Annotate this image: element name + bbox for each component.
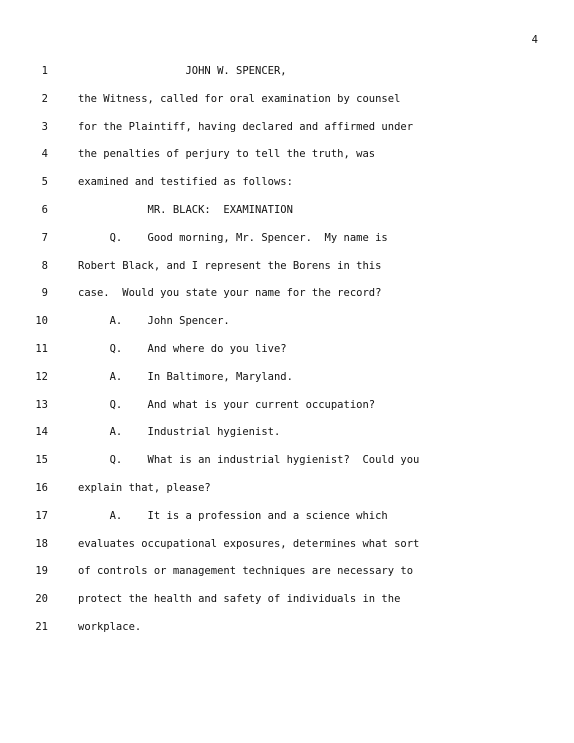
line-text: Q. And where do you live? [78,342,287,355]
transcript-line [0,452,574,480]
transcript-line [0,91,574,119]
line-number: 8 [41,259,48,272]
line-text: A. John Spencer. [78,315,230,328]
line-number: 19 [35,565,48,578]
page-number: 4 [531,34,538,46]
line-text: Q. Good morning, Mr. Spencer. My name is [78,231,388,244]
line-number: 12 [35,370,48,383]
line-text: Robert Black, and I represent the Borens in this [78,259,382,272]
line-number: 6 [41,203,48,216]
line-text: explain that, please? [78,481,211,494]
line-number: 2 [41,92,48,105]
transcript-line [0,119,574,147]
line-number: 10 [35,315,48,328]
line-number: 20 [35,593,48,606]
line-text: case. Would you state your name for the record? [78,287,382,300]
transcript-line [0,63,574,91]
line-text: for the Plaintiff, having declared and affirmed under [78,120,414,133]
transcript-line [0,202,574,230]
line-text: examined and testified as follows: [78,176,293,189]
transcript-line [0,230,574,258]
transcript-line [0,563,574,591]
transcript-line [0,480,574,508]
line-text: A. It is a profession and a science which [78,509,388,522]
line-text: evaluates occupational exposures, determines what sort [78,537,420,550]
line-text: MR. BLACK: EXAMINATION [78,203,293,216]
transcript-line [0,397,574,425]
transcript-line [0,146,574,174]
line-text: of controls or management techniques are necessary to [78,565,414,578]
line-number: 13 [35,398,48,411]
transcript-line [0,536,574,564]
transcript-line [0,313,574,341]
line-number: 7 [41,231,48,244]
line-number: 3 [41,120,48,133]
line-number: 15 [35,454,48,467]
transcript-line [0,508,574,536]
line-text: Q. And what is your current occupation? [78,398,376,411]
transcript-line [0,619,574,647]
transcript-lines [0,63,574,647]
transcript-line [0,424,574,452]
line-number: 11 [35,342,48,355]
line-number: 18 [35,537,48,550]
line-text: the penalties of perjury to tell the truth, was [78,148,376,161]
transcript-line [0,285,574,313]
line-number: 21 [35,620,48,633]
transcript-line [0,369,574,397]
line-text: workplace. [78,620,142,633]
line-number: 4 [41,148,48,161]
transcript-line [0,258,574,286]
line-number: 17 [35,509,48,522]
line-number: 1 [41,65,48,77]
line-text: Q. What is an industrial hygienist? Could you [78,454,420,467]
transcript-line [0,341,574,369]
line-text: protect the health and safety of individuals in the [78,593,401,606]
transcript-line [0,591,574,619]
line-number: 9 [41,287,48,300]
line-number: 14 [35,426,48,439]
line-text: A. Industrial hygienist. [78,426,281,439]
line-text: the Witness, called for oral examination by counsel [78,92,401,105]
line-text: A. In Baltimore, Maryland. [78,370,293,383]
transcript-line [0,174,574,202]
line-text: JOHN W. SPENCER, [78,65,287,77]
line-number: 16 [35,481,48,494]
line-number: 5 [41,176,48,189]
